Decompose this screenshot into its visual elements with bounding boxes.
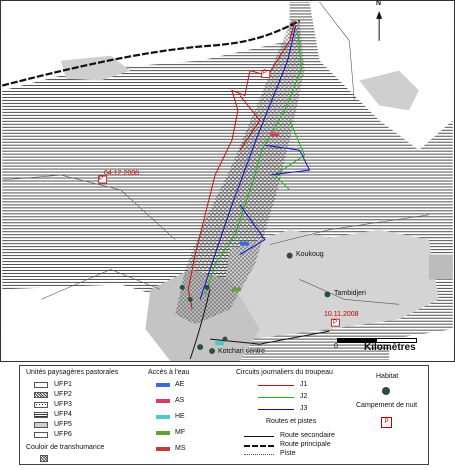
legend-track: Piste [280,450,296,457]
legend-circuit-j3-line [258,409,294,410]
legend-secondary-road-line [244,436,274,437]
legend-circuit-j2-line [258,397,294,398]
legend-circuit-j1-line [258,385,294,386]
legend-ufp-title: Unités paysagères pastorales [26,369,119,376]
legend-camp-label: Campement de nuit [356,402,418,409]
date-label-1: 04.12.2008 [104,170,140,177]
legend-ufp3-swatch [34,402,48,408]
date-label-2: 10.11.2008 [324,311,359,318]
legend-ufp6: UFP6 [54,431,72,438]
camp-marker-label-3: P [263,70,268,76]
camp-marker-label-1: P [99,176,104,182]
scale-label: Kilomètres [364,342,416,353]
legend-track-line [244,454,274,455]
legend-circuit-title: Circuits journaliers du troupeau [236,369,333,376]
legend-water-title: Accès à l'eau [148,369,190,376]
legend-camp-symbol: P [381,417,392,428]
scale-tick-0: 0 [334,343,338,350]
legend-habitat-symbol [380,386,392,396]
legend-main-road: Route principale [280,441,331,448]
legend-main-road-line [244,445,274,447]
legend-water-he: HE [175,413,185,420]
place-kotchari: Kotchari centre [218,348,266,355]
legend-water-mf-swatch [156,431,170,435]
legend-circuit-j1: J1 [300,381,308,388]
legend-water-he-swatch [156,415,170,419]
legend-ufp5-swatch [34,422,48,428]
legend-ufp4: UFP4 [54,411,72,418]
legend-ufp4-swatch [34,412,48,418]
legend-corridor-swatch [40,455,48,462]
legend-corridor-label: Couloir de transhumance [26,444,105,451]
legend-water-as-swatch [156,399,170,403]
legend-roads-title: Routes et pistes [266,418,317,425]
legend-ufp1: UFP1 [54,381,72,388]
legend-ufp2-swatch [34,392,48,398]
legend-circuit-j3: J3 [300,405,308,412]
legend-ufp6-swatch [34,432,48,438]
legend-water-ae-swatch [156,383,170,387]
place-tambidjeri: Tambidjeri [334,290,366,297]
place-koukou: Koukoug [296,251,324,258]
legend-water-ms-swatch [156,447,170,451]
legend-ufp3: UFP3 [54,401,72,408]
ufp-grey-block-east [429,255,453,280]
legend-habitat-label: Habitat [376,373,399,380]
legend-circuit-j2: J2 [300,393,308,400]
legend-water-as: AS [175,397,185,404]
legend [19,365,429,465]
legend-ufp1-swatch [34,382,48,388]
north-label: N [376,0,382,7]
legend-ufp2: UFP2 [54,391,72,398]
legend-water-ms: MS [175,445,186,452]
camp-marker-label-2: P [333,320,338,326]
legend-secondary-road: Route secondaire [280,432,335,439]
legend-water-ae: AE [175,381,185,388]
legend-water-mf: MF [175,429,186,436]
legend-ufp5: UFP5 [54,421,72,428]
